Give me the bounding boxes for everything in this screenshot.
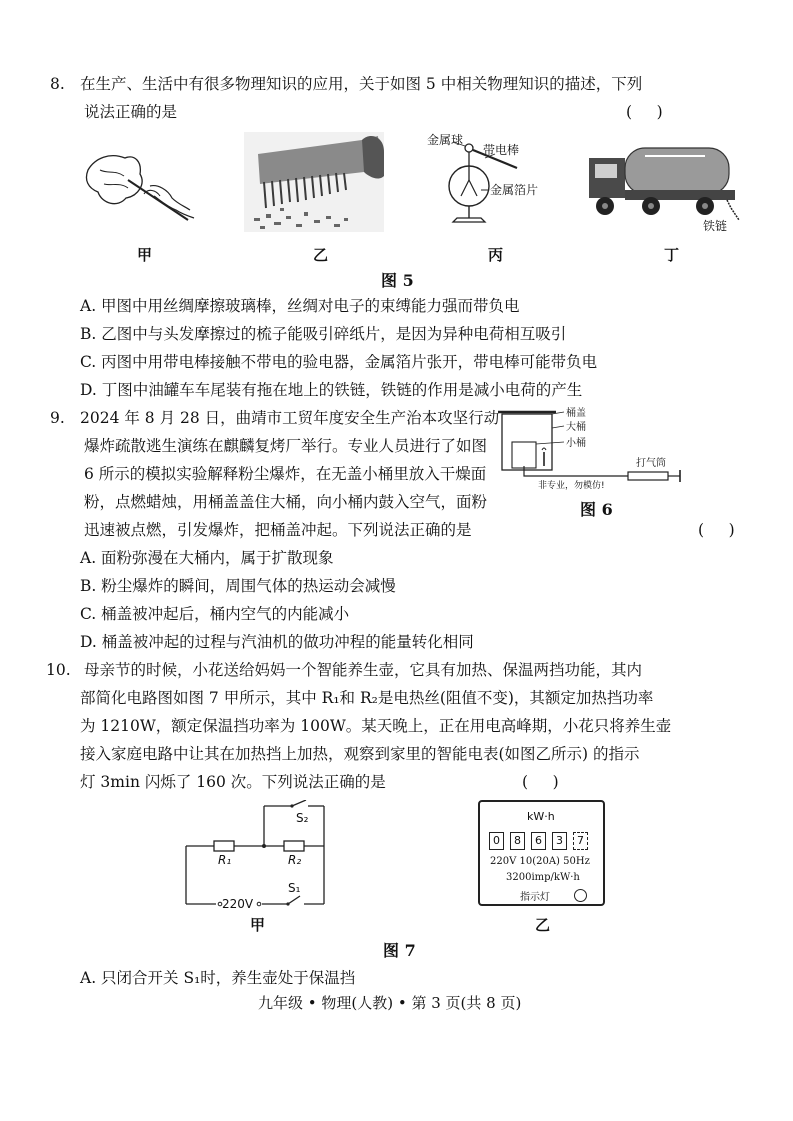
fig5-jia-image <box>80 140 200 230</box>
q10-answer-paren: ( ) <box>522 773 559 791</box>
circuit-label-voltage: 220V <box>222 897 254 910</box>
fig7-electric-meter <box>478 800 605 906</box>
page-footer: 九年级 • 物理(人教) • 第 3 页(共 8 页) <box>258 994 522 1012</box>
meter-digit: 6 <box>531 832 546 850</box>
fig7-caption-yi: 乙 <box>535 916 551 934</box>
q9-option-a: A. 面粉弥漫在大桶内，属于扩散现象 <box>80 549 334 567</box>
fig7-caption-jia: 甲 <box>250 916 266 934</box>
circuit-label-s2: S₂ <box>296 811 309 825</box>
meter-digit: 3 <box>552 832 567 850</box>
q10-stem-line5: 灯 3min 闪烁了 160 次。下列说法正确的是 <box>80 773 386 791</box>
q9-number: 9. <box>50 409 65 427</box>
q8-option-b: B. 乙图中与头发摩擦过的梳子能吸引碎纸片，是因为异种电荷相互吸引 <box>80 325 567 343</box>
circuit-label-r1: R₁ <box>218 853 232 867</box>
meter-digit: 0 <box>489 832 504 850</box>
meter-digit: 8 <box>510 832 525 850</box>
meter-spec-rating: 220V 10(20A) 50Hz <box>490 856 590 867</box>
q8-stem-line2: 说法正确的是 <box>84 103 178 121</box>
meter-spec-constant: 3200imp/kW·h <box>506 872 580 883</box>
fig6-image <box>498 402 688 492</box>
fig6-label-pump: 打气筒 <box>636 458 666 469</box>
q8-stem-line1: 在生产、生活中有很多物理知识的应用，关于如图 5 中相关物理知识的描述，下列 <box>80 75 643 93</box>
fig6-title: 图 6 <box>580 500 613 519</box>
q9-answer-paren: ( ) <box>698 521 735 539</box>
q9-option-c: C. 桶盖被冲起后，桶内空气的内能减小 <box>80 605 350 623</box>
fig7-title: 图 7 <box>383 941 416 960</box>
q10-number: 10. <box>46 661 71 679</box>
fig5-label-metal-foil: 金属箔片 <box>490 183 539 197</box>
meter-digit-decimal: 7 <box>573 832 588 850</box>
q9-stem-line2: 爆炸疏散逃生演练在麒麟复烤厂举行。专业人员进行了如图 <box>84 437 488 455</box>
fig5-caption-ding: 丁 <box>664 246 680 264</box>
meter-unit: kW·h <box>527 810 555 823</box>
q9-stem-line1: 2024 年 8 月 28 日，曲靖市工贸年度安全生产治本攻坚行动 <box>80 409 500 427</box>
fig5-ding-image <box>585 136 745 236</box>
q9-stem-line3: 6 所示的模拟实验解释粉尘爆炸，在无盖小桶里放入干燥面 <box>84 465 487 483</box>
q8-option-d: D. 丁图中油罐车车尾装有拖在地上的铁链，铁链的作用是减小电荷的产生 <box>80 381 583 399</box>
meter-digits <box>489 832 588 850</box>
fig7-circuit-diagram <box>180 800 360 910</box>
q8-number: 8. <box>50 75 65 93</box>
q10-stem-line3: 为 1210W，额定保温挡功率为 100W。某天晚上，正在用电高峰期，小花只将养生壶 <box>80 717 672 735</box>
fig5-bing-image <box>425 132 575 232</box>
q8-answer-paren: ( ) <box>626 103 663 121</box>
fig5-caption-bing: 丙 <box>488 246 504 264</box>
q10-stem-line2: 部简化电路图如图 7 甲所示，其中 R₁和 R₂是电热丝(阻值不变)，其额定加热挡功率 <box>80 689 654 707</box>
q9-stem-line4: 粉，点燃蜡烛，用桶盖盖住大桶，向小桶内鼓入空气，面粉 <box>84 493 488 511</box>
circuit-label-s1: S₁ <box>288 881 301 895</box>
fig6-label-big-bucket: 大桶 <box>566 422 586 433</box>
fig6-label-lid: 桶盖 <box>566 408 586 419</box>
meter-indicator-label: 指示灯 <box>520 892 550 903</box>
q9-option-b: B. 粉尘爆炸的瞬间，周围气体的热运动会减慢 <box>80 577 396 595</box>
meter-indicator-light-icon <box>574 889 587 902</box>
fig5-label-iron-chain: 铁链 <box>703 219 728 233</box>
q8-option-c: C. 丙图中用带电棒接触不带电的验电器，金属箔片张开，带电棒可能带负电 <box>80 353 598 371</box>
fig5-title: 图 5 <box>381 271 414 290</box>
circuit-label-r2: R₂ <box>288 853 302 867</box>
q9-option-d: D. 桶盖被冲起的过程与汽油机的做功冲程的能量转化相同 <box>80 633 474 651</box>
fig5-caption-yi: 乙 <box>313 246 329 264</box>
fig5-caption-jia: 甲 <box>137 246 153 264</box>
fig5-label-metal-ball: 金属球 <box>427 133 464 147</box>
fig6-label-small-bucket: 小桶 <box>566 438 586 449</box>
q9-stem-line5: 迅速被点燃，引发爆炸，把桶盖冲起。下列说法正确的是 <box>84 521 472 539</box>
fig6-warning: 非专业，勿模仿! <box>538 481 605 491</box>
q8-option-a: A. 甲图中用丝绸摩擦玻璃棒，丝绸对电子的束缚能力强而带负电 <box>80 297 520 315</box>
fig5-label-charged-rod: 带电棒 <box>483 143 520 157</box>
q10-option-a: A. 只闭合开关 S₁时，养生壶处于保温挡 <box>80 969 356 987</box>
q10-stem-line4: 接入家庭电路中让其在加热挡上加热，观察到家里的智能电表(如图乙所示) 的指示 <box>80 745 640 763</box>
fig5-yi-image <box>244 132 384 232</box>
q10-stem-line1: 母亲节的时候，小花送给妈妈一个智能养生壶，它具有加热、保温两挡功能，其内 <box>84 661 643 679</box>
